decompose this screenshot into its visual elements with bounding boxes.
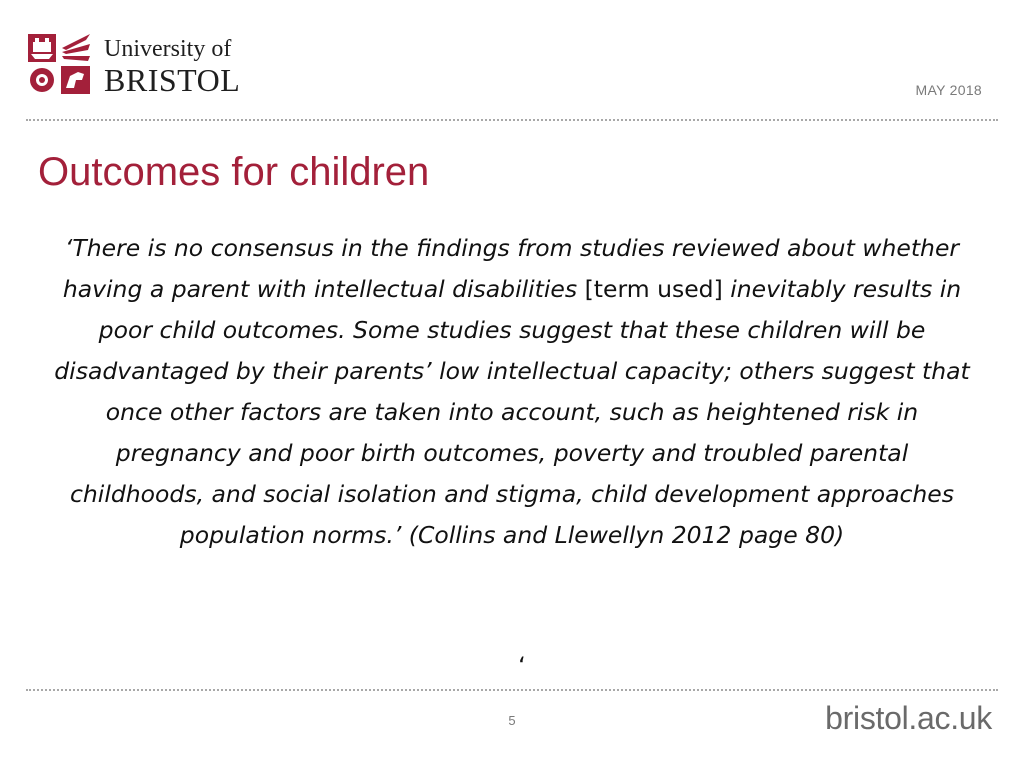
quote-term: [term used]	[584, 275, 723, 303]
footer-divider	[26, 689, 998, 691]
logo-line1: University of	[104, 36, 232, 62]
stray-quote-mark: ‘	[518, 652, 526, 680]
website-label: bristol.ac.uk	[825, 700, 992, 736]
university-logo	[26, 30, 251, 98]
logo-line2: BRISTOL	[104, 62, 241, 98]
quote-paragraph	[52, 228, 972, 556]
quote-part2: inevitably results in poor child outcomes. Some studies suggest that these children will be disadvantaged by their parents’ low intellectual capacity; others suggest that once other factors are taken into account, such as heightened risk in pregnancy and poor birth outcomes, poverty and troubled parental childhoods, and social isolation and stigma, child development approaches population norms.’ (Collins and Llewellyn 2012 page 80)	[54, 275, 970, 549]
university-crest-icon	[26, 30, 92, 98]
quote-part1: ‘There is no consensus in the findings from studies reviewed about whether having a parent with intellectual disabilities	[62, 234, 960, 303]
slide-title: Outcomes for children	[38, 150, 430, 194]
page-number: 5	[508, 713, 516, 728]
header-divider	[26, 119, 998, 121]
slide-date: MAY 2018	[915, 82, 982, 98]
